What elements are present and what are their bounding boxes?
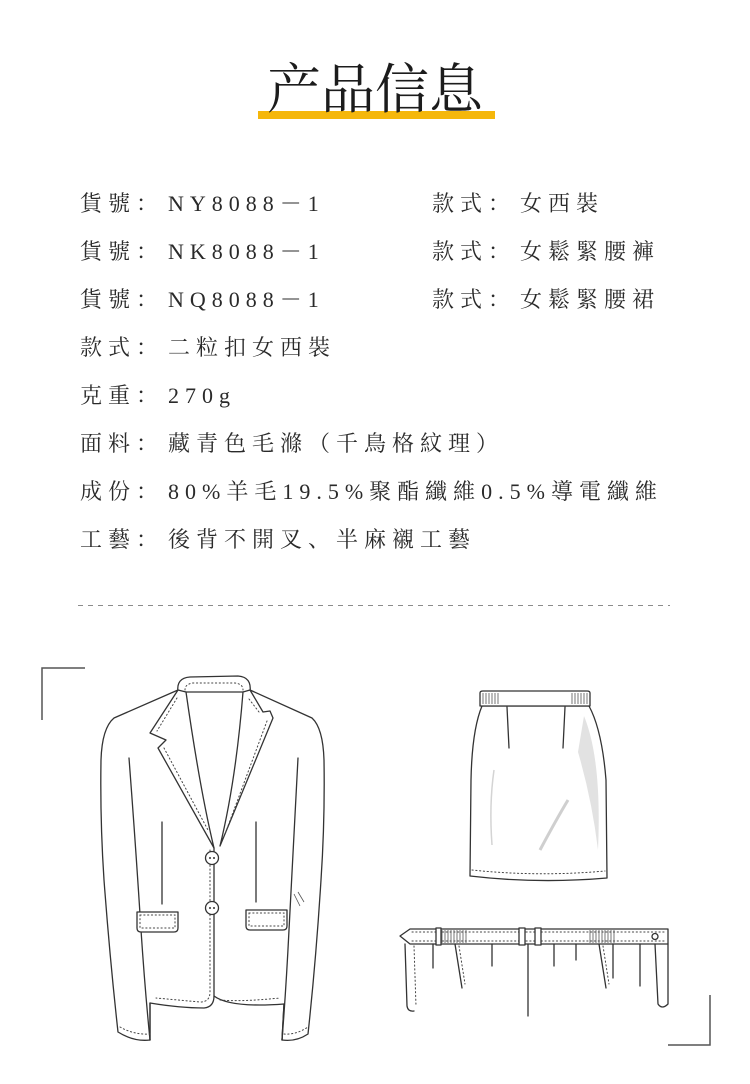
corner-bracket-bottom-right xyxy=(668,995,710,1045)
trousers-belt-loop xyxy=(535,928,541,945)
spec-row xyxy=(80,516,700,564)
spec-row xyxy=(80,372,700,420)
garment-illustrations xyxy=(0,640,750,1084)
spec-value: 女鬆緊腰褲 xyxy=(520,239,661,264)
spec-value: 女西裝 xyxy=(520,191,605,216)
trousers-left-edge xyxy=(405,944,414,1011)
trousers-belt-loop xyxy=(519,928,525,945)
spec-label: 克重： xyxy=(80,383,165,408)
page-title: 产品信息 xyxy=(267,58,483,121)
corner-bracket-top-left xyxy=(42,668,85,720)
spec-label: 貨號： xyxy=(80,239,165,264)
spec-style xyxy=(432,228,660,276)
spec-value: 後背不開叉、半麻襯工藝 xyxy=(168,527,477,552)
spec-row xyxy=(80,228,700,276)
dashed-divider xyxy=(78,605,670,606)
trousers-button xyxy=(652,934,658,940)
spec-label: 款式： xyxy=(432,191,517,216)
spec-value: 二粒扣女西裝 xyxy=(168,335,337,360)
blazer-button xyxy=(206,902,219,915)
spec-label: 成份： xyxy=(80,479,165,504)
spec-style xyxy=(432,180,604,228)
trousers-left-stitch xyxy=(414,946,416,1006)
spec-weight xyxy=(80,372,236,420)
skirt-illustration xyxy=(470,691,607,881)
spec-item-number xyxy=(80,180,325,228)
blazer-button xyxy=(206,852,219,865)
trousers-illustration xyxy=(400,928,668,1016)
spec-label: 貨號： xyxy=(80,191,165,216)
spec-composition xyxy=(80,468,663,516)
trousers-belt-loop xyxy=(436,928,441,945)
spec-style xyxy=(80,324,336,372)
trousers-crease xyxy=(599,944,606,988)
spec-row xyxy=(80,324,700,372)
spec-label: 款式： xyxy=(432,239,517,264)
spec-label: 貨號： xyxy=(80,287,165,312)
spec-fabric xyxy=(80,420,504,468)
trousers-right-edge xyxy=(655,944,668,1007)
spec-label: 工藝： xyxy=(80,527,165,552)
spec-row xyxy=(80,180,700,228)
spec-label: 款式： xyxy=(80,335,165,360)
spec-style xyxy=(432,276,660,324)
spec-label: 款式： xyxy=(432,287,517,312)
spec-row xyxy=(80,468,700,516)
blazer-body xyxy=(101,690,324,1040)
spec-craft xyxy=(80,516,476,564)
skirt-waistband xyxy=(480,691,590,706)
trousers-crease xyxy=(455,944,462,988)
spec-row xyxy=(80,276,700,324)
spec-item-number xyxy=(80,276,325,324)
spec-label: 面料： xyxy=(80,431,165,456)
spec-value: 270g xyxy=(168,383,237,408)
spec-value: NQ8088－1 xyxy=(168,287,325,312)
spec-value: 藏青色毛滌（千鳥格紋理） xyxy=(168,431,505,456)
spec-item-number xyxy=(80,228,325,276)
spec-list xyxy=(80,180,700,564)
blazer-illustration xyxy=(101,676,324,1040)
spec-value: 女鬆緊腰裙 xyxy=(520,287,661,312)
spec-value: NK8088－1 xyxy=(168,239,325,264)
spec-value: 80%羊毛19.5%聚酯纖維0.5%導電纖維 xyxy=(168,479,663,504)
spec-value: NY8088－1 xyxy=(168,191,325,216)
spec-row xyxy=(80,420,700,468)
